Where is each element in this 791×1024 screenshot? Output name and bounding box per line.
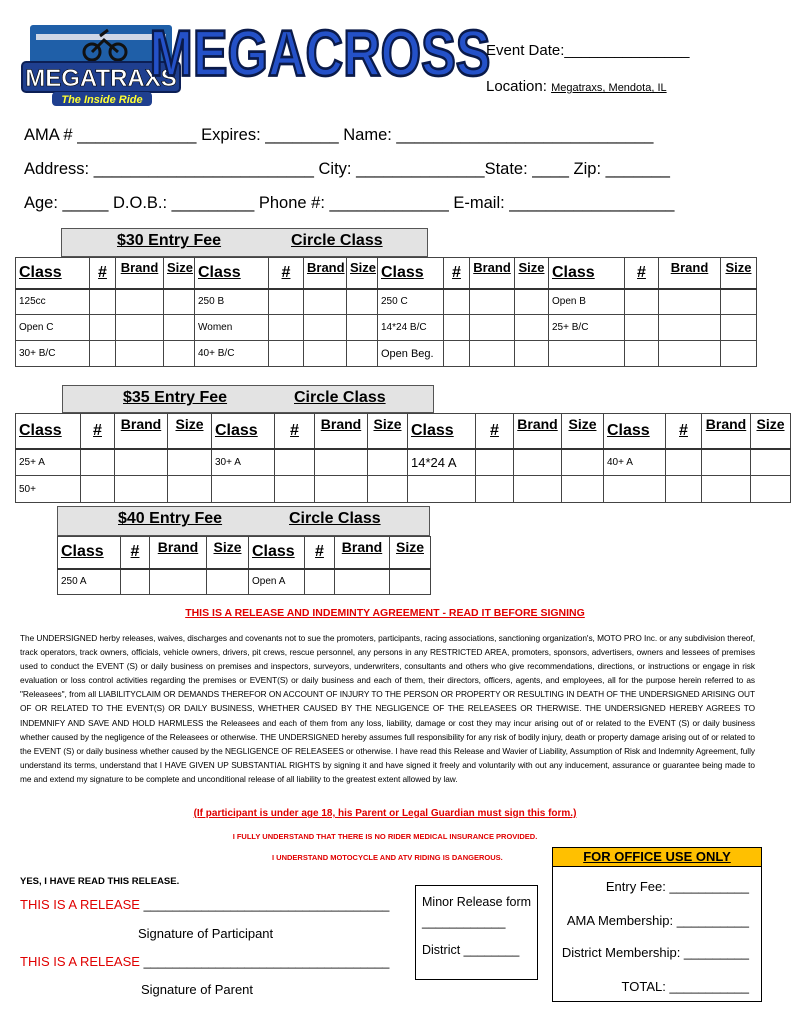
- office-use-heading: FOR OFFICE USE ONLY: [552, 847, 762, 867]
- table-row: [58, 569, 431, 595]
- class-cell[interactable]: Open Beg.: [378, 341, 444, 367]
- office-use-box: [552, 867, 762, 1002]
- col-size-header: Size: [562, 414, 604, 449]
- col-num-header: #: [476, 414, 514, 449]
- rider-line-1[interactable]: AMA # _____________ Expires: ________ Name: ____________________________: [24, 126, 654, 144]
- col-class-header: Class: [16, 414, 81, 449]
- participant-signature-label: Signature of Participant: [138, 926, 274, 941]
- col-brand-header: Brand: [315, 414, 368, 449]
- col-brand-header: Brand: [659, 258, 721, 289]
- class-cell[interactable]: Open C: [16, 315, 90, 341]
- size-cell[interactable]: [347, 315, 378, 341]
- col-size-header: Size: [207, 537, 249, 569]
- number-cell[interactable]: [121, 569, 150, 595]
- megacross-text: MEGACROSS: [149, 18, 491, 90]
- brand-cell[interactable]: [470, 315, 515, 341]
- col-brand-header: Brand: [514, 414, 562, 449]
- size-cell[interactable]: [164, 289, 195, 315]
- class-cell[interactable]: Open A: [249, 569, 305, 595]
- parent-signature-blank[interactable]: __________________________________: [143, 954, 390, 969]
- number-cell[interactable]: [444, 289, 470, 315]
- event-date: [486, 42, 690, 59]
- class-cell[interactable]: Open B: [549, 289, 625, 315]
- number-cell[interactable]: [269, 341, 304, 367]
- size-cell[interactable]: [515, 315, 549, 341]
- fee35-banner: [62, 385, 434, 413]
- fee30-label: $30 Entry Fee: [117, 232, 222, 249]
- size-cell[interactable]: [562, 476, 604, 503]
- size-cell[interactable]: [164, 315, 195, 341]
- rider-line-3[interactable]: Age: _____ D.O.B.: _________ Phone #: _____________ E-mail: __________________: [24, 194, 675, 212]
- brand-cell[interactable]: [304, 289, 347, 315]
- number-cell[interactable]: [269, 315, 304, 341]
- col-size-header: Size: [368, 414, 408, 449]
- brand-cell[interactable]: [304, 341, 347, 367]
- event-location-value: Megatraxs, Mendota, IL: [551, 82, 667, 94]
- fee35-circle-label: Circle Class: [294, 389, 386, 406]
- release-body: The UNDERSIGNED herby releases, waives, discharges and covenants not to sue the promoters, participants, racing associations, sanctioning organization's, MOTO PRO Inc. or any subdivision thereof, track operators, track owners, officials, vehicle owners, drivers, pit crews, rescue personnel, any persons in any RESTRICTED AREA, promoters, sponsors, advertisers, owners and lessees of premises used to conduct the EVENT (S) or daily business on premises and inspectors, surveyors, underwriters, consultants and others who give recommendations, directions, or instructions or engage in risk evaluation or loss control activities regarding the premises or EVENT(S) or daily business and each of them, their directors, officers, agents, and employees, all for the purpose herein referred to as "Releasees", from all LIABILITYCLAIM OR DEMANDS THEREFOR ON ACCOUNT OF INJURY TO THE PERSON OR PROPERTY OR RESULTING IN DEATH OF THE UNDERSIGNED ARISING OUT OF OR RELATED TO THE EVENT(S) OR DAILY BUSINESS, WHETHER CAUSED BY THE NEGLIGENCE OF THE RELEASEES OR THERWISE. THE UNDERSIGNED HEREBY AGREES TO INDEMNIFY AND SAVE AND HOLD HARMLESS the Releasees and each of them from any loss, liability, damage or cost they may incur arising out of or related to the EVENT (S) or daily business whether caused by the negligence of the Releasees or otherwise. THE UNDERSIGNED hereby assumes full responsibility for any risk of bodily injury, death or property damage arising out of or related to the EVENT (S) or daily business whether caused by the NEGLIGENCE OF RELEASEES or otherwise. I have read this Release and Wavier of Liability, Assumption of Risk and Indemnity Agreement, fully understand its terms, understand that I HAVE GIVEN UP SUBSTANTIAL RIGHTS by signing it and have signed it freely and voluntarily with out any inducement, assurance or guarantee being made to me and extend my signature to be complete and unconditional release of all liability to the greatest extent allowed by law.: [20, 633, 755, 784]
- col-class-header: Class: [16, 258, 90, 289]
- office-ama-membership[interactable]: AMA Membership: __________: [566, 913, 749, 928]
- brand-cell[interactable]: [659, 289, 721, 315]
- brand-cell[interactable]: [470, 289, 515, 315]
- rider-line-2[interactable]: Address: ________________________ City: ______________State: ____ Zip: _______: [24, 160, 670, 178]
- size-cell[interactable]: [207, 569, 249, 595]
- brand-cell[interactable]: [659, 341, 721, 367]
- brand-cell[interactable]: [659, 315, 721, 341]
- minor-release-blank[interactable]: ____________: [422, 915, 506, 929]
- col-size-header: Size: [164, 258, 195, 289]
- read-statement: YES, I HAVE READ THIS RELEASE.: [20, 876, 180, 887]
- class-cell[interactable]: 250 C: [378, 289, 444, 315]
- table-row: [16, 449, 791, 476]
- col-brand-header: Brand: [150, 537, 207, 569]
- col-class-header: Class: [195, 258, 269, 289]
- dangerous-notice: I UNDERSTAND MOTOCYCLE AND ATV RIDING IS DANGEROUS.: [272, 853, 503, 862]
- col-brand-header: Brand: [115, 414, 168, 449]
- size-cell[interactable]: [347, 341, 378, 367]
- release-title: THIS IS A RELEASE AND INDEMINTY AGREEMENT - READ IT BEFORE SIGNING: [185, 607, 585, 619]
- class-cell[interactable]: 25+ A: [16, 449, 81, 476]
- size-cell[interactable]: [721, 341, 757, 367]
- office-entry-fee[interactable]: Entry Fee: ___________: [605, 879, 749, 894]
- class-cell[interactable]: 30+ B/C: [16, 341, 90, 367]
- district-field[interactable]: District ________: [422, 943, 520, 957]
- minor-release-label: Minor Release form: [422, 895, 532, 909]
- brand-cell[interactable]: [115, 476, 168, 503]
- number-cell[interactable]: [625, 315, 659, 341]
- col-class-header: Class: [249, 537, 305, 569]
- fee35-table: [15, 413, 791, 503]
- size-cell[interactable]: [347, 289, 378, 315]
- class-cell[interactable]: [408, 476, 476, 503]
- fee40-table: [57, 536, 431, 595]
- release-label-2: THIS IS A RELEASE: [20, 954, 140, 969]
- size-cell[interactable]: [721, 315, 757, 341]
- size-cell[interactable]: [164, 341, 195, 367]
- number-cell[interactable]: [90, 341, 116, 367]
- number-cell[interactable]: [269, 289, 304, 315]
- size-cell[interactable]: [562, 449, 604, 476]
- col-brand-header: Brand: [702, 414, 751, 449]
- class-cell[interactable]: 14*24 A: [408, 449, 476, 476]
- col-class-header: Class: [604, 414, 666, 449]
- class-cell[interactable]: 25+ B/C: [549, 315, 625, 341]
- col-brand-header: Brand: [116, 258, 164, 289]
- class-cell[interactable]: 50+: [16, 476, 81, 503]
- col-num-header: #: [121, 537, 150, 569]
- size-cell[interactable]: [515, 341, 549, 367]
- number-cell[interactable]: [666, 449, 702, 476]
- col-num-header: #: [275, 414, 315, 449]
- col-num-header: #: [90, 258, 116, 289]
- fee30-banner: [61, 228, 428, 257]
- parent-signature-label: Signature of Parent: [141, 982, 254, 997]
- brand-cell[interactable]: [335, 569, 390, 595]
- col-size-header: Size: [515, 258, 549, 289]
- col-num-header: #: [444, 258, 470, 289]
- col-size-header: Size: [721, 258, 757, 289]
- table-row: [16, 341, 757, 367]
- megacross-title-logo: [149, 18, 491, 104]
- size-cell[interactable]: [168, 449, 212, 476]
- class-cell[interactable]: 40+ B/C: [195, 341, 269, 367]
- no-insurance-notice: I FULLY UNDERSTAND THAT THERE IS NO RIDER MEDICAL INSURANCE PROVIDED.: [232, 832, 538, 841]
- brand-cell[interactable]: [116, 289, 164, 315]
- logo-tagline: The Inside Ride: [61, 94, 143, 106]
- number-cell[interactable]: [666, 476, 702, 503]
- col-class-header: Class: [212, 414, 275, 449]
- class-cell[interactable]: [549, 341, 625, 367]
- brand-cell[interactable]: [514, 449, 562, 476]
- event-date-blank[interactable]: _______________: [564, 42, 690, 59]
- release-label-1: THIS IS A RELEASE: [20, 897, 140, 912]
- brand-cell[interactable]: [470, 341, 515, 367]
- number-cell[interactable]: [90, 315, 116, 341]
- col-class-header: Class: [408, 414, 476, 449]
- number-cell[interactable]: [476, 476, 514, 503]
- fee40-banner: [57, 506, 430, 536]
- brand-cell[interactable]: [315, 476, 368, 503]
- number-cell[interactable]: [476, 449, 514, 476]
- col-num-header: #: [625, 258, 659, 289]
- col-class-header: Class: [378, 258, 444, 289]
- minor-note: (If participant is under age 18, his Parent or Legal Guardian must sign this form.): [193, 808, 577, 819]
- col-num-header: #: [305, 537, 335, 569]
- class-cell[interactable]: 40+ A: [604, 449, 666, 476]
- number-cell[interactable]: [444, 315, 470, 341]
- office-district-membership[interactable]: District Membership: _________: [561, 945, 749, 960]
- number-cell[interactable]: [275, 449, 315, 476]
- number-cell[interactable]: [444, 341, 470, 367]
- class-cell[interactable]: 250 A: [58, 569, 121, 595]
- size-cell[interactable]: [751, 476, 791, 503]
- brand-cell[interactable]: [150, 569, 207, 595]
- signature-line-participant[interactable]: [20, 897, 389, 912]
- number-cell[interactable]: [275, 476, 315, 503]
- col-brand-header: Brand: [470, 258, 515, 289]
- brand-cell[interactable]: [116, 315, 164, 341]
- brand-cell[interactable]: [304, 315, 347, 341]
- participant-signature-blank[interactable]: __________________________________: [143, 897, 390, 912]
- col-size-header: Size: [390, 537, 431, 569]
- event-location: [486, 78, 667, 95]
- number-cell[interactable]: [305, 569, 335, 595]
- signature-line-parent[interactable]: [20, 954, 389, 969]
- brand-cell[interactable]: [116, 341, 164, 367]
- fee40-circle-label: Circle Class: [289, 510, 381, 527]
- class-cell[interactable]: Women: [195, 315, 269, 341]
- fee35-label: $35 Entry Fee: [123, 389, 228, 406]
- size-cell[interactable]: [390, 569, 431, 595]
- brand-cell[interactable]: [115, 449, 168, 476]
- size-cell[interactable]: [368, 476, 408, 503]
- col-num-header: #: [81, 414, 115, 449]
- number-cell[interactable]: [90, 289, 116, 315]
- class-cell[interactable]: 250 B: [195, 289, 269, 315]
- size-cell[interactable]: [751, 449, 791, 476]
- logo-text: MEGATRAXS: [25, 65, 177, 92]
- fee40-header-row: [58, 537, 431, 569]
- event-date-label: Event Date:: [486, 42, 565, 59]
- brand-cell[interactable]: [702, 449, 751, 476]
- col-size-header: Size: [751, 414, 791, 449]
- brand-cell[interactable]: [514, 476, 562, 503]
- col-num-header: #: [269, 258, 304, 289]
- col-class-header: Class: [58, 537, 121, 569]
- fee30-header-row: [16, 258, 757, 289]
- number-cell[interactable]: [625, 341, 659, 367]
- fee40-label: $40 Entry Fee: [118, 510, 223, 527]
- brand-cell[interactable]: [702, 476, 751, 503]
- size-cell[interactable]: [368, 449, 408, 476]
- number-cell[interactable]: [625, 289, 659, 315]
- table-row: [16, 289, 757, 315]
- number-cell[interactable]: [81, 449, 115, 476]
- fee30-circle-label: Circle Class: [291, 232, 383, 249]
- fee30-table: [15, 257, 757, 367]
- col-size-header: Size: [347, 258, 378, 289]
- col-brand-header: Brand: [304, 258, 347, 289]
- number-cell[interactable]: [81, 476, 115, 503]
- class-cell[interactable]: [212, 476, 275, 503]
- class-cell[interactable]: 125cc: [16, 289, 90, 315]
- minor-release-box: [415, 885, 538, 980]
- table-row: [16, 315, 757, 341]
- table-row: [16, 476, 791, 503]
- brand-cell[interactable]: [315, 449, 368, 476]
- class-cell[interactable]: 30+ A: [212, 449, 275, 476]
- class-cell[interactable]: 14*24 B/C: [378, 315, 444, 341]
- size-cell[interactable]: [168, 476, 212, 503]
- col-num-header: #: [666, 414, 702, 449]
- col-class-header: Class: [549, 258, 625, 289]
- class-cell[interactable]: [604, 476, 666, 503]
- size-cell[interactable]: [515, 289, 549, 315]
- event-location-label: Location:: [486, 78, 547, 95]
- col-brand-header: Brand: [335, 537, 390, 569]
- size-cell[interactable]: [721, 289, 757, 315]
- office-total[interactable]: TOTAL: ___________: [621, 979, 749, 994]
- col-size-header: Size: [168, 414, 212, 449]
- fee35-header-row: [16, 414, 791, 449]
